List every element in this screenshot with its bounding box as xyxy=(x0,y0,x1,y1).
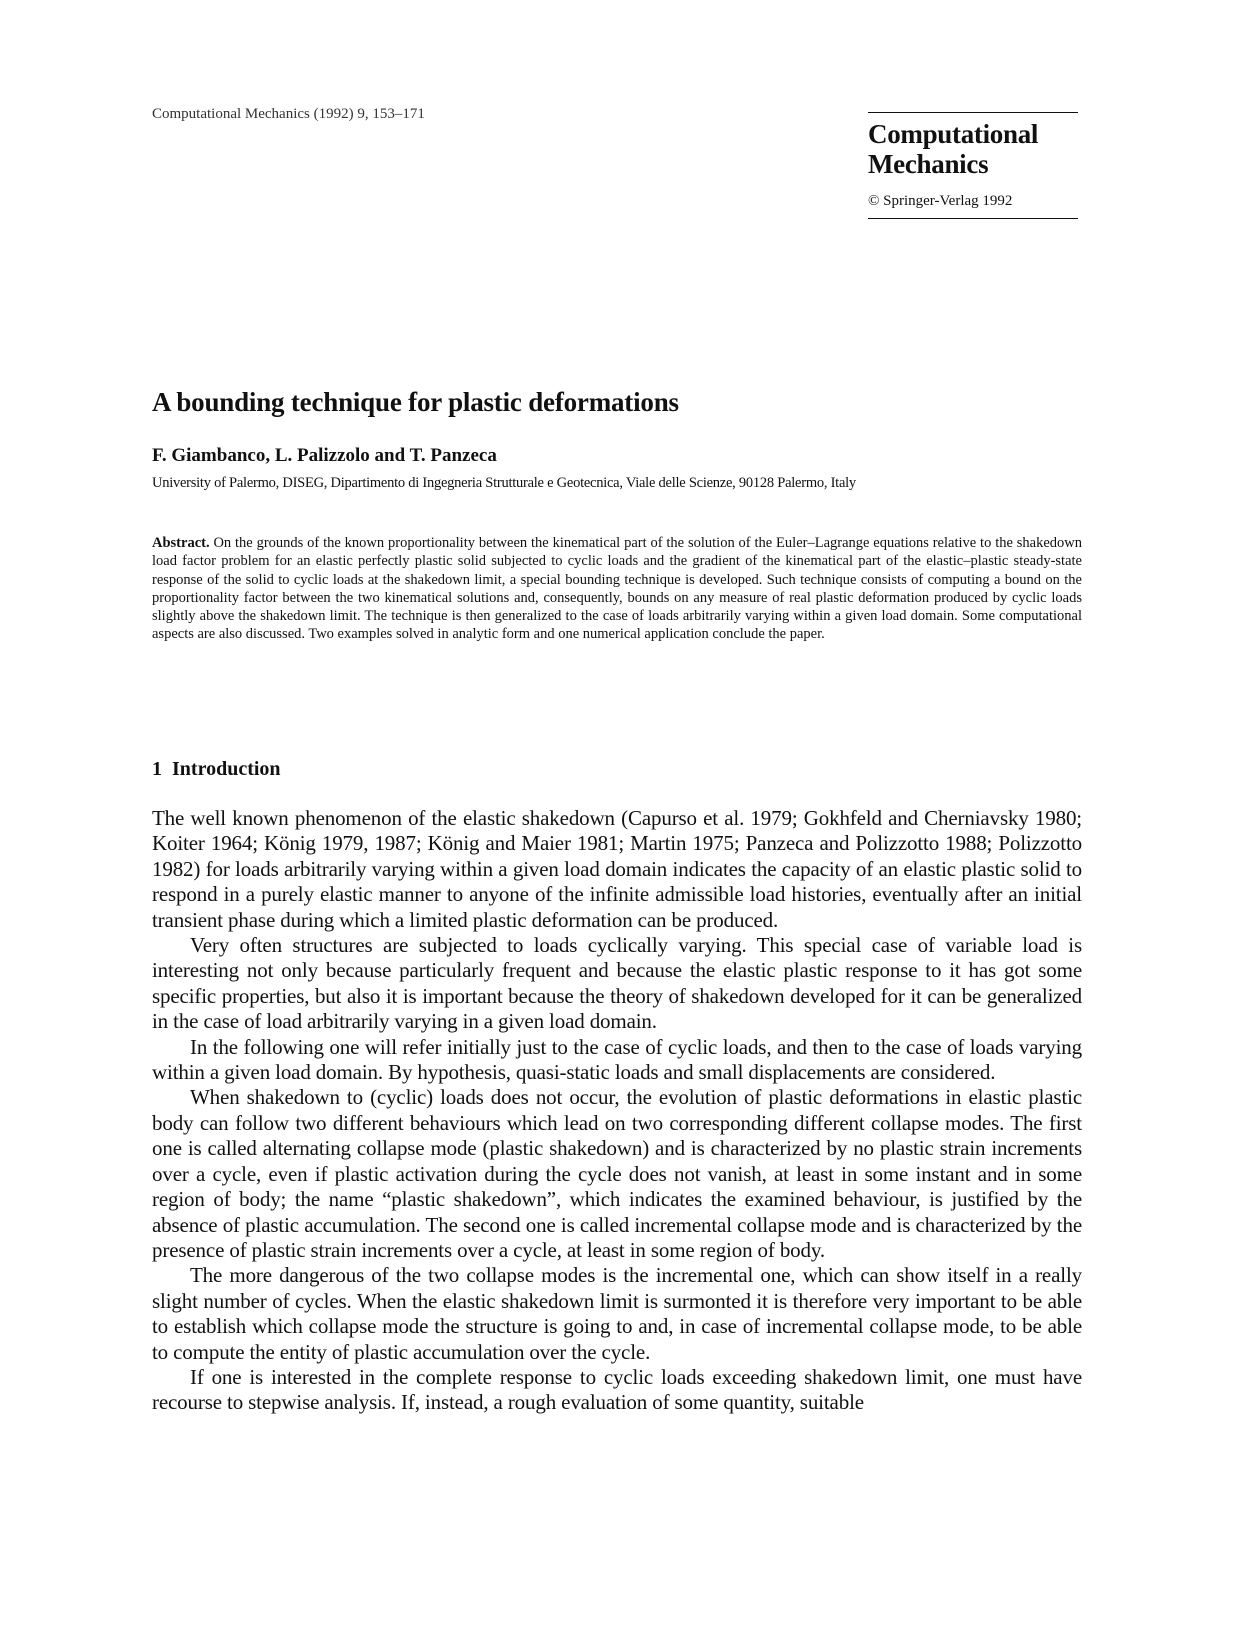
body-paragraph: In the following one will refer initially just to the case of cyclic loads, and then to the case of loads varying within a given load domain. By hypothesis, quasi-static loads and small displacements are considered. xyxy=(152,1034,1082,1085)
journal-name xyxy=(868,119,1078,179)
abstract-text: On the grounds of the known proportionality between the kinematical part of the solution of the Euler–Lagrange equations relative to the shakedown load factor problem for an elastic perfectly plastic solid subjected to cyclic loads and the gradient of the kinematical part of the elastic–plastic steady-state response of the solid to cyclic loads at the shakedown limit, a special bounding technique is developed. Such technique consists of computing a bound on the proportionality factor between the two kinematical solutions and, consequently, bounds on any measure of real plastic deformation produced by cyclic loads slightly above the shakedown limit. The technique is then generalized to the case of loads arbitrarily varying within a given load domain. Some computational aspects are also discussed. Two examples solved in analytic form and one numerical application conclude the paper. xyxy=(152,535,1082,643)
body-paragraph: When shakedown to (cyclic) loads does not occur, the evolution of plastic deformations in elastic plastic body can follow two different behaviours which lead on two corresponding different collapse modes. The first one is called alternating collapse mode (plastic shakedown) and is characterized by no plastic strain increments over a cycle, even if plastic activation during the cycle does not vanish, at least in some instant and in some region of body; the name “plastic shakedown”, which indicates the examined behaviour, is justified by the absence of plastic accumulation. The second one is called incremental collapse mode and is characterized by the presence of plastic strain increments over a cycle, at least in some region of body. xyxy=(152,1085,1082,1262)
masthead-bottom-rule xyxy=(868,218,1078,219)
journal-masthead xyxy=(868,112,1078,219)
masthead-top-rule xyxy=(868,112,1078,113)
journal-name-line-1: Computational xyxy=(868,119,1039,149)
body-paragraph: The more dangerous of the two collapse modes is the incremental one, which can show itself in a really slight number of cycles. When the elastic shakedown limit is surmonted it is therefore very important to be able to establish which collapse mode the structure is going to and, in case of incremental collapse mode, to be able to compute the entity of plastic accumulation over the cycle. xyxy=(152,1263,1082,1364)
body-text xyxy=(152,806,1082,1416)
running-head: Computational Mechanics (1992) 9, 153–171 xyxy=(152,106,425,122)
section-number: 1 xyxy=(152,758,162,780)
article-title: A bounding technique for plastic deformations xyxy=(152,387,679,417)
body-paragraph: Very often structures are subjected to loads cyclically varying. This special case of variable load is interesting not only because particularly frequent and because the elastic plastic response to it has got some specific properties, but also it is important because the theory of shakedown developed for it can be generalized in the case of load arbitrarily varying in a given load domain. xyxy=(152,933,1082,1034)
abstract-label: Abstract. xyxy=(152,535,210,551)
abstract xyxy=(152,534,1082,644)
section-title: Introduction xyxy=(172,758,281,780)
section-heading xyxy=(152,758,281,781)
author-affiliation: University of Palermo, DISEG, Dipartimento di Ingegneria Strutturale e Geotecnica, Viale delle Scienze, 90128 Palermo, Italy xyxy=(152,475,856,491)
body-paragraph: If one is interested in the complete response to cyclic loads exceeding shakedown limit, one must have recourse to stepwise analysis. If, instead, a rough evaluation of some quantity, suitable xyxy=(152,1364,1082,1415)
body-paragraph: The well known phenomenon of the elastic shakedown (Capurso et al. 1979; Gokhfeld and Cherniavsky 1980; Koiter 1964; König 1979, 1987; König and Maier 1981; Martin 1975; Panzeca and Polizzotto 1988; Polizzotto 1982) for loads arbitrarily varying within a given load domain indicates the capacity of an elastic plastic solid to respond in a purely elastic manner to anyone of the infinite admissible load histories, eventually after an initial transient phase during which a limited plastic deformation can be produced. xyxy=(152,806,1082,932)
copyright-notice: © Springer-Verlag 1992 xyxy=(868,193,1013,209)
author-list: F. Giambanco, L. Palizzolo and T. Panzeca xyxy=(152,445,497,466)
journal-name-line-2: Mechanics xyxy=(868,149,989,179)
